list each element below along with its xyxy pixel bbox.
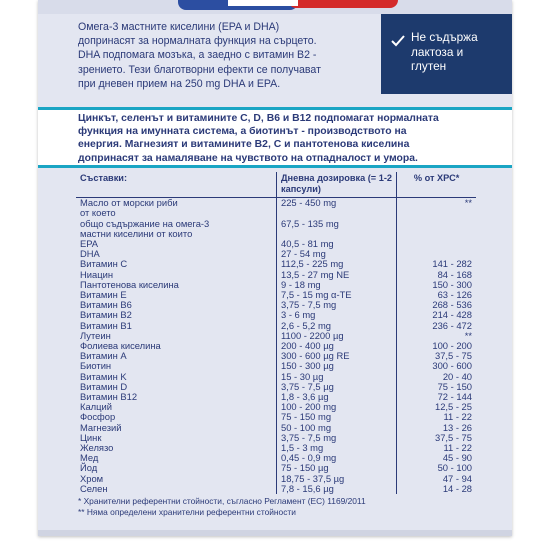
brand-strip-red bbox=[288, 0, 398, 8]
daily-dose: 1100 - 2200 µg bbox=[277, 331, 397, 341]
daily-dose: 3,75 - 7,5 mg bbox=[277, 433, 397, 443]
band-line: енергия. Магнезият и витамините B2, C и пантотенова киселина bbox=[78, 139, 410, 151]
ingredient-name: от което bbox=[76, 208, 277, 218]
daily-dose: 225 - 450 mg bbox=[277, 198, 397, 209]
ingredient-name: Витамин B6 bbox=[76, 300, 277, 310]
ingredient-name: Хром bbox=[76, 474, 277, 484]
table-row bbox=[76, 433, 476, 443]
ingredient-name: Цинк bbox=[76, 433, 277, 443]
rda-percent: ** bbox=[464, 197, 472, 209]
bottom-edge bbox=[38, 530, 512, 536]
table-row bbox=[76, 310, 476, 320]
daily-dose: 3,75 - 7,5 µg bbox=[277, 382, 397, 392]
rda-percent: 150 - 300 bbox=[432, 278, 472, 290]
rda-percent: 45 - 90 bbox=[442, 452, 472, 464]
table-row bbox=[76, 402, 476, 412]
daily-dose: 0,45 - 0,9 mg bbox=[277, 453, 397, 463]
daily-dose: 3,75 - 7,5 mg bbox=[277, 300, 397, 310]
header-ingredients: Съставки: bbox=[76, 172, 277, 198]
rda-percent: 100 - 200 bbox=[432, 340, 472, 352]
top-brand-strip bbox=[38, 0, 512, 14]
ingredient-name: Фосфор bbox=[76, 412, 277, 422]
rda-percent bbox=[397, 229, 476, 239]
table-row bbox=[76, 463, 476, 473]
ingredient-name: Витамин B12 bbox=[76, 392, 277, 402]
package-back-panel bbox=[38, 0, 512, 536]
ingredient-name: Масло от морски риби bbox=[76, 198, 277, 209]
daily-dose: 15 - 30 µg bbox=[277, 372, 397, 382]
ingredient-name: общо съдържание на омега-3 bbox=[76, 219, 277, 229]
ingredient-name: Витамин E bbox=[76, 290, 277, 300]
daily-dose: 75 - 150 µg bbox=[277, 463, 397, 473]
intro-claims bbox=[78, 20, 374, 91]
rda-percent: 214 - 428 bbox=[432, 309, 472, 321]
band-line: допринасят за намаляване на чувството на отпадналост и умора. bbox=[78, 152, 418, 164]
table-row bbox=[76, 474, 476, 484]
intro-line: DHA подпомага мозъка, а заедно с витамин B2 - bbox=[78, 49, 317, 62]
daily-dose: 1,5 - 3 mg bbox=[277, 443, 397, 453]
band-line: функция на имунната система, а биотинът - производството на bbox=[78, 126, 407, 138]
daily-dose: 27 - 54 mg bbox=[277, 249, 397, 259]
badge-line: Не съдържа bbox=[411, 30, 478, 44]
table-row bbox=[76, 321, 476, 331]
daily-dose: 7,5 - 15 mg α-TE bbox=[277, 290, 397, 300]
rda-percent: 268 - 536 bbox=[432, 299, 472, 311]
footnote: ** Няма определени хранителни референтни стойности bbox=[78, 506, 296, 517]
rda-percent: 11 - 22 bbox=[443, 442, 472, 454]
ingredient-name: Витамин A bbox=[76, 351, 277, 361]
ingredient-name: Витамин K bbox=[76, 372, 277, 382]
intro-line: Омега-3 мастните киселини (EPA и DHA) bbox=[78, 21, 280, 33]
rda-percent: 14 - 28 bbox=[442, 482, 472, 494]
table-row bbox=[76, 372, 476, 382]
table-row bbox=[76, 361, 476, 371]
intro-line: зрението. Тези благотворни ефекти се получават bbox=[78, 63, 321, 76]
band-text bbox=[78, 112, 498, 165]
rda-percent: 84 - 168 bbox=[437, 268, 472, 280]
ingredient-name: Биотин bbox=[76, 361, 277, 371]
table-row bbox=[76, 443, 476, 453]
ingredient-name: Йод bbox=[76, 463, 277, 473]
daily-dose: 1,8 - 3,6 µg bbox=[277, 392, 397, 402]
ingredient-name: Витамин C bbox=[76, 259, 277, 269]
daily-dose: 200 - 400 µg bbox=[277, 341, 397, 351]
ingredient-name: Селен bbox=[76, 484, 277, 494]
rda-percent: 63 - 126 bbox=[437, 289, 472, 301]
footnote: * Хранителни референтни стойности, съгласно Регламент (ЕС) 1169/2011 bbox=[78, 496, 366, 506]
intro-line: допринасят за нормалната функция на сърцето. bbox=[78, 35, 317, 48]
ingredients-table bbox=[76, 172, 476, 528]
table-row bbox=[76, 300, 476, 310]
table-row bbox=[76, 259, 476, 269]
table-header-row bbox=[76, 172, 476, 198]
free-from-badge bbox=[381, 14, 512, 94]
header-rda-percent: % от ХРС* bbox=[397, 172, 476, 198]
ingredient-name: Фолиева киселина bbox=[76, 341, 277, 351]
daily-dose: 9 - 18 mg bbox=[277, 280, 397, 290]
rda-percent bbox=[397, 219, 476, 229]
badge-line: лактоза и bbox=[411, 44, 464, 59]
daily-dose: 100 - 200 mg bbox=[277, 402, 397, 412]
rda-percent: 12,5 - 25 bbox=[434, 401, 472, 413]
ingredient-name: Лутеин bbox=[76, 331, 277, 341]
ingredient-name: Витамин B2 bbox=[76, 310, 277, 320]
daily-dose: 150 - 300 µg bbox=[277, 361, 397, 371]
rda-percent: 141 - 282 bbox=[432, 258, 472, 270]
table-row bbox=[76, 249, 476, 259]
daily-dose: 112,5 - 225 mg bbox=[277, 259, 397, 269]
ingredient-name: Желязо bbox=[76, 443, 277, 453]
daily-dose: 7,8 - 15,6 µg bbox=[277, 484, 397, 494]
rda-percent: 37,5 - 75 bbox=[434, 350, 472, 362]
daily-dose: 13,5 - 27 mg NE bbox=[277, 270, 397, 280]
ingredient-name: Магнезий bbox=[76, 423, 277, 433]
ingredient-name: Мед bbox=[76, 453, 277, 463]
rda-percent: ** bbox=[464, 329, 472, 341]
brand-strip-white bbox=[228, 0, 298, 6]
ingredient-name: мастни киселини от които bbox=[76, 229, 277, 239]
rda-percent: 47 - 94 bbox=[442, 472, 472, 484]
table-row bbox=[76, 484, 476, 494]
table-row bbox=[76, 198, 476, 209]
table-row bbox=[76, 290, 476, 300]
footnotes bbox=[78, 496, 508, 517]
rda-percent: 20 - 40 bbox=[442, 370, 472, 382]
daily-dose: 18,75 - 37,5 µg bbox=[277, 474, 397, 484]
table-row bbox=[76, 280, 476, 290]
band-line: Цинкът, селенът и витамините C, D, B6 и B12 подпомагат нормалната bbox=[78, 113, 439, 124]
intro-line: при дневен прием на 250 mg DHA и EPA. bbox=[78, 77, 281, 90]
rda-percent: 50 - 100 bbox=[437, 462, 472, 474]
ingredient-name: EPA bbox=[76, 239, 277, 249]
badge-text bbox=[411, 30, 507, 74]
ingredient-name: Пантотенова киселина bbox=[76, 280, 277, 290]
daily-dose: 2,6 - 5,2 mg bbox=[277, 321, 397, 331]
ingredient-name: Калций bbox=[76, 402, 277, 412]
rda-percent: 300 - 600 bbox=[432, 360, 472, 372]
table-row bbox=[76, 341, 476, 351]
daily-dose: 3 - 6 mg bbox=[277, 310, 397, 320]
rda-percent: 75 - 150 bbox=[437, 380, 472, 392]
ingredient-name: Ниацин bbox=[76, 270, 277, 280]
ingredient-name: Витамин B1 bbox=[76, 321, 277, 331]
rda-percent: 37,5 - 75 bbox=[434, 431, 472, 443]
rda-percent: 13 - 26 bbox=[442, 421, 472, 433]
daily-dose: 300 - 600 µg RE bbox=[277, 351, 397, 361]
table-row bbox=[76, 229, 476, 239]
daily-dose: 75 - 150 mg bbox=[277, 412, 397, 422]
rda-percent bbox=[397, 208, 476, 218]
immunity-claims-band bbox=[38, 107, 512, 168]
rda-percent: 72 - 144 bbox=[437, 391, 472, 403]
rda-percent: 11 - 22 bbox=[443, 411, 472, 423]
rda-percent bbox=[397, 239, 476, 249]
daily-dose: 67,5 - 135 mg bbox=[277, 219, 397, 229]
header-daily-dose: Дневна дозировка (= 1-2 капсули) bbox=[277, 172, 397, 198]
rda-percent: 236 - 472 bbox=[432, 319, 472, 331]
badge-line: глутен bbox=[411, 59, 447, 74]
table-row bbox=[76, 423, 476, 433]
daily-dose: 40,5 - 81 mg bbox=[277, 239, 397, 249]
table-row bbox=[76, 392, 476, 402]
ingredient-name: DHA bbox=[76, 249, 277, 259]
table-row bbox=[76, 239, 476, 249]
daily-dose: 50 - 100 mg bbox=[277, 423, 397, 433]
table-row bbox=[76, 351, 476, 361]
table-row bbox=[76, 453, 476, 463]
check-icon bbox=[391, 34, 405, 48]
ingredient-name: Витамин D bbox=[76, 382, 277, 392]
table-row bbox=[76, 412, 476, 422]
